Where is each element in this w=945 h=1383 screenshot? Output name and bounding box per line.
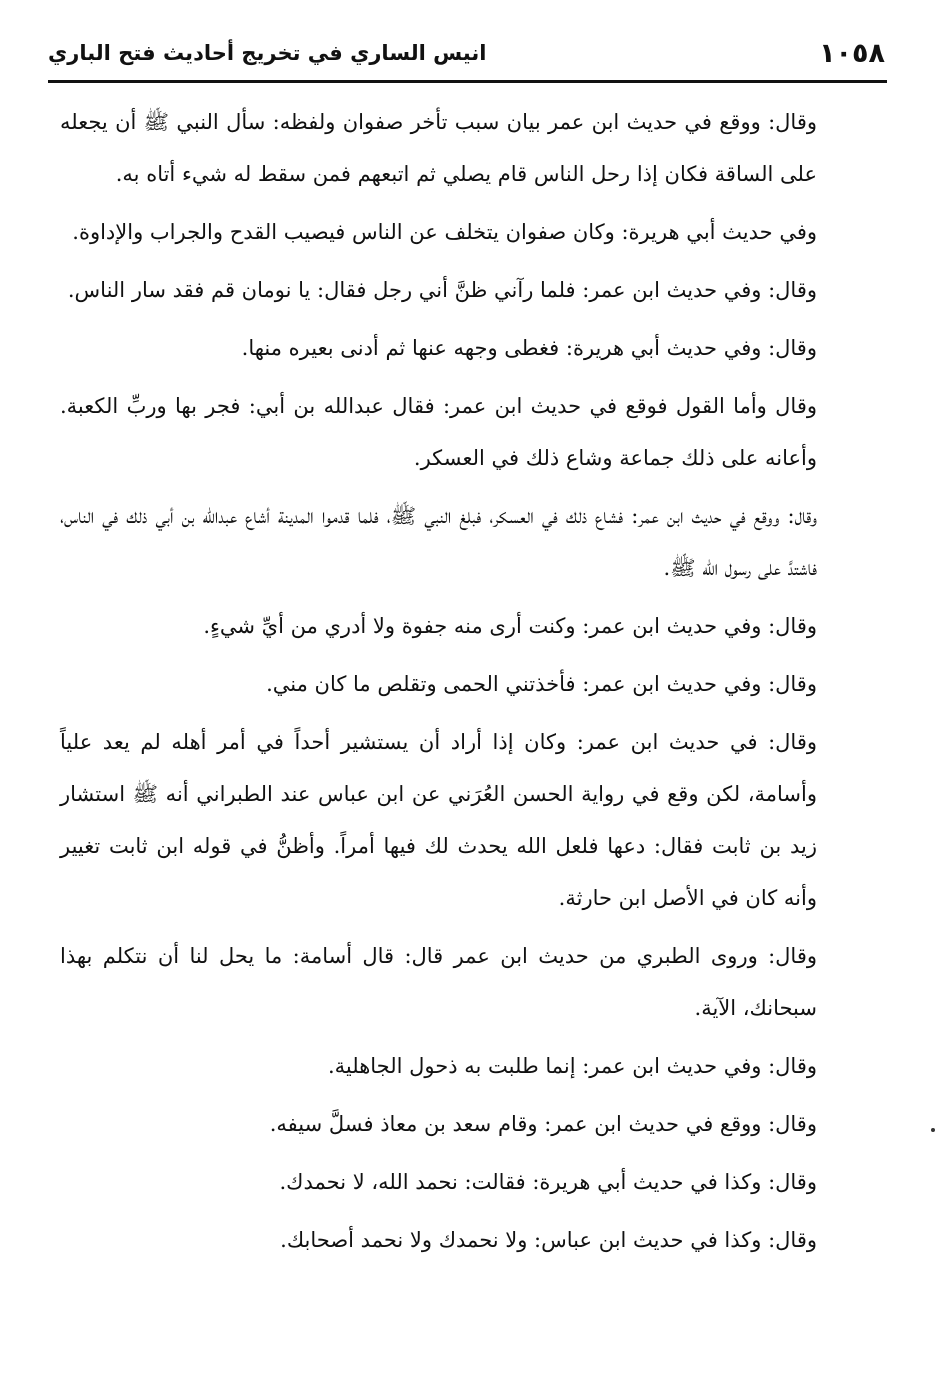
margin-speck	[931, 1128, 935, 1132]
paragraph: وقال: وفي حديث ابن عمر: فلما رآني ظنَّ أني رجل فقال: يا نومان قم فقد سار الناس.	[67, 278, 817, 302]
paragraph: وقال: ووقع في حديث ابن عمر: وقام سعد بن معاذ فسلَّ سيفه.	[269, 1112, 817, 1136]
paragraph: وقال: وكذا في حديث أبي هريرة: فقالت: نحمد الله، لا نحمدك.	[279, 1170, 817, 1194]
paragraph: وقال: وفي حديث ابن عمر: وكنت أرى منه جفوة ولا أدري من أيِّ شيءٍ.	[203, 614, 817, 638]
paragraph: وقال: ووقع في حديث ابن عمر بيان سبب تأخر صفوان ولفظه: سأل النبي ﷺ أن يجعله على الساقة فكان إذا رحل الناس قام يصلي ثم اتبعهم فمن سقط له شيء أتاه به.	[60, 110, 817, 186]
page-header	[48, 30, 885, 76]
running-title: انيس الساري في تخريج أحاديث فتح الباري	[48, 41, 487, 65]
paragraph: وقال: وفي حديث أبي هريرة: فغطى وجهه عنها ثم أدنى بعيره منها.	[241, 336, 817, 360]
paragraph: وقال وأما القول فوقع في حديث ابن عمر: فقال عبدالله بن أبي: فجر بها وربِّ الكعبة. وأعانه على ذلك جماعة وشاع ذلك في العسكر.	[60, 394, 817, 470]
header-rule	[48, 80, 887, 83]
paragraph: وقال: وفي حديث ابن عمر: فأخذتني الحمى وتقلص ما كان مني.	[266, 672, 817, 696]
paragraph: وقال: وكذا في حديث ابن عباس: ولا نحمدك ولا نحمد أصحابك.	[280, 1228, 817, 1252]
page-body	[60, 96, 817, 1272]
paragraph: وفي حديث أبي هريرة: وكان صفوان يتخلف عن الناس فيصيب القدح والجراب والإداوة.	[72, 220, 817, 244]
paragraph: وقال: في حديث ابن عمر: وكان إذا أراد أن يستشير أحداً في أمر أهله لم يعد علياً وأسامة، لكن وقع في رواية الحسن العُرَني عن ابن عباس عند الطبراني أنه ﷺ استشار زيد بن ثابت فقال: دعها فلعل الله يحدث لك فيها أمراً. وأظنُّ في قوله ابن ثابت تغيير وأنه كان في الأصل ابن حارثة.	[60, 730, 817, 910]
paragraph: وقال: وروى الطبري من حديث ابن عمر قال: قال أسامة: ما يحل لنا أن نتكلم بهذا سبحانك، الآية.	[60, 944, 817, 1020]
page-number: ١٠٥٨	[819, 37, 885, 69]
paragraph: وقال: وفي حديث ابن عمر: إنما طلبت به ذحول الجاهلية.	[327, 1054, 817, 1078]
paragraph: وقال: ووقع في حديث ابن عمر: فشاع ذلك في العسكر، فبلغ النبي ﷺ، فلما قدموا المدينة أشاع عبدالله بن أبي ذلك في الناس، فاشتدَّ على رسول الله ﷺ.	[60, 504, 817, 580]
